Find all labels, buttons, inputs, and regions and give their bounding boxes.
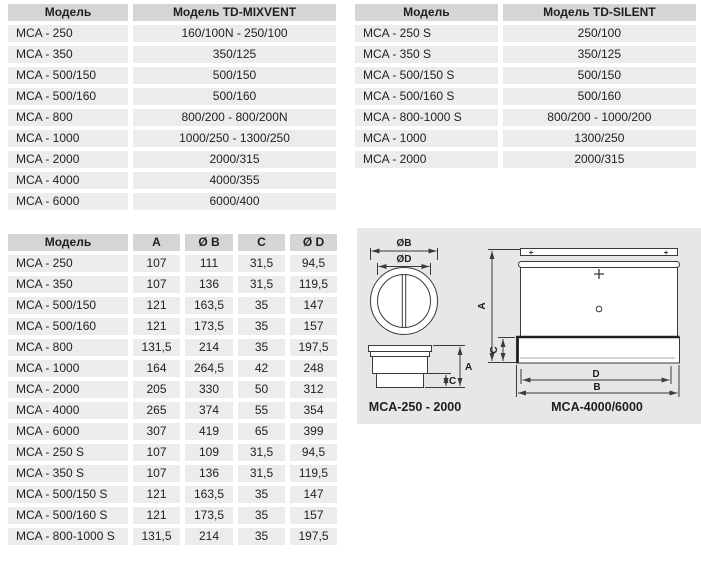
table-row — [8, 46, 336, 63]
column-header-model: Модель — [8, 234, 128, 251]
model-cell: MCA - 6000 — [8, 193, 128, 210]
silent-table-body — [355, 25, 696, 168]
model-cell: MCA - 500/150 S — [355, 67, 498, 84]
model-cell: MCA - 350 S — [355, 46, 498, 63]
table-row — [355, 88, 696, 105]
value-cell: 109 — [185, 444, 233, 461]
model-cell: MCA - 350 — [8, 276, 128, 293]
column-header-model: Модель — [355, 4, 498, 21]
table-row — [8, 381, 337, 398]
value-cell: 136 — [185, 465, 233, 482]
value-cell: 35 — [238, 297, 285, 314]
column-header-a: A — [133, 234, 180, 251]
value-cell: 197,5 — [290, 528, 337, 545]
value-cell: 55 — [238, 402, 285, 419]
value-cell: 6000/400 — [133, 193, 336, 210]
value-cell: 131,5 — [133, 528, 180, 545]
value-cell: 2000/315 — [503, 151, 696, 168]
value-cell: 157 — [290, 318, 337, 335]
value-cell: 94,5 — [290, 255, 337, 272]
value-cell: 173,5 — [185, 318, 233, 335]
column-header-ob: Ø B — [185, 234, 233, 251]
value-cell: 163,5 — [185, 486, 233, 503]
mixvent-table-head — [8, 4, 336, 21]
value-cell: 350/125 — [133, 46, 336, 63]
model-cell: MCA - 500/150 — [8, 67, 128, 84]
model-cell: MCA - 800-1000 S — [8, 528, 128, 545]
table-row — [8, 276, 337, 293]
dim-label-d: D — [592, 369, 600, 380]
table-row — [8, 67, 336, 84]
value-cell: 164 — [133, 360, 180, 377]
value-cell: 35 — [238, 318, 285, 335]
table-row — [8, 318, 337, 335]
model-cell: MCA - 250 — [8, 25, 128, 42]
value-cell: 131,5 — [133, 339, 180, 356]
value-cell: 4000/355 — [133, 172, 336, 189]
table-row — [355, 109, 696, 126]
model-cell: MCA - 350 — [8, 46, 128, 63]
value-cell: 330 — [185, 381, 233, 398]
value-cell: 800/200 - 1000/200 — [503, 109, 696, 126]
silent-table-head — [355, 4, 696, 21]
dimensions-table-body — [8, 255, 337, 545]
value-cell: 147 — [290, 297, 337, 314]
model-cell: MCA - 4000 — [8, 172, 128, 189]
value-cell: 307 — [133, 423, 180, 440]
model-cell: MCA - 500/160 — [8, 318, 128, 335]
value-cell: 42 — [238, 360, 285, 377]
column-header-td-mixvent: Модель TD-MIXVENT — [133, 4, 336, 21]
value-cell: 205 — [133, 381, 180, 398]
value-cell: 111 — [185, 255, 233, 272]
box-rolled-band — [519, 262, 680, 268]
value-cell: 800/200 - 800/200N — [133, 109, 336, 126]
technical-drawing-panel — [357, 228, 701, 424]
model-cell: MCA - 1000 — [355, 130, 498, 147]
column-header-model: Модель — [8, 4, 128, 21]
value-cell: 374 — [185, 402, 233, 419]
mixvent-table — [3, 0, 341, 214]
value-cell: 250/100 — [503, 25, 696, 42]
value-cell: 265 — [133, 402, 180, 419]
technical-drawing — [357, 228, 701, 424]
model-cell: MCA - 2000 — [8, 151, 128, 168]
value-cell: 264,5 — [185, 360, 233, 377]
model-cell: MCA - 250 S — [355, 25, 498, 42]
value-cell: 160/100N - 250/100 — [133, 25, 336, 42]
table-row — [8, 528, 337, 545]
value-cell: 2000/315 — [133, 151, 336, 168]
value-cell: 119,5 — [290, 276, 337, 293]
dim-label-c: C — [449, 376, 457, 387]
table-row — [8, 193, 336, 210]
table-row — [355, 151, 696, 168]
table-row — [8, 339, 337, 356]
value-cell: 214 — [185, 528, 233, 545]
table-row — [355, 67, 696, 84]
value-cell: 35 — [238, 486, 285, 503]
value-cell: 121 — [133, 486, 180, 503]
value-cell: 500/160 — [503, 88, 696, 105]
column-header-od: Ø D — [290, 234, 337, 251]
model-cell: MCA - 500/150 S — [8, 486, 128, 503]
model-cell: MCA - 800 — [8, 339, 128, 356]
model-cell: MCA - 2000 — [8, 381, 128, 398]
value-cell: 500/150 — [133, 67, 336, 84]
value-cell: 107 — [133, 276, 180, 293]
model-cell: MCA - 250 S — [8, 444, 128, 461]
model-cell: MCA - 500/160 — [8, 88, 128, 105]
model-cell: MCA - 500/160 S — [8, 507, 128, 524]
model-cell: MCA - 1000 — [8, 360, 128, 377]
value-cell: 31,5 — [238, 255, 285, 272]
value-cell: 50 — [238, 381, 285, 398]
value-cell: 65 — [238, 423, 285, 440]
column-header-c: C — [238, 234, 285, 251]
box-bottom-section — [517, 338, 680, 364]
model-cell: MCA - 500/160 S — [355, 88, 498, 105]
table-header-row — [355, 4, 696, 21]
value-cell: 163,5 — [185, 297, 233, 314]
table-row — [8, 507, 337, 524]
value-cell: 500/160 — [133, 88, 336, 105]
value-cell: 173,5 — [185, 507, 233, 524]
table-row — [8, 402, 337, 419]
value-cell: 35 — [238, 528, 285, 545]
table-row — [355, 130, 696, 147]
value-cell: 354 — [290, 402, 337, 419]
dim-label-c: C — [489, 346, 500, 354]
value-cell: 197,5 — [290, 339, 337, 356]
model-cell: MCA - 800 — [8, 109, 128, 126]
value-cell: 121 — [133, 297, 180, 314]
value-cell: 312 — [290, 381, 337, 398]
table-row — [8, 88, 336, 105]
value-cell: 399 — [290, 423, 337, 440]
dimensions-table-head — [8, 234, 337, 251]
value-cell: 136 — [185, 276, 233, 293]
model-cell: MCA - 800-1000 S — [355, 109, 498, 126]
value-cell: 500/150 — [503, 67, 696, 84]
model-cell: MCA - 250 — [8, 255, 128, 272]
box-top-flange — [521, 249, 678, 256]
dim-label-ob: ØB — [396, 238, 412, 249]
dim-label-a: A — [465, 362, 473, 373]
table-row — [8, 423, 337, 440]
table-header-row — [8, 234, 337, 251]
table-row — [8, 25, 336, 42]
value-cell: 107 — [133, 255, 180, 272]
value-cell: 94,5 — [290, 444, 337, 461]
value-cell: 350/125 — [503, 46, 696, 63]
model-cell: MCA - 4000 — [8, 402, 128, 419]
table-row — [8, 465, 337, 482]
value-cell: 121 — [133, 318, 180, 335]
model-cell: MCA - 500/150 — [8, 297, 128, 314]
duct-inner-circle — [378, 275, 431, 328]
profile-flange — [369, 346, 432, 352]
value-cell: 147 — [290, 486, 337, 503]
table-row — [355, 46, 696, 63]
table-row — [8, 444, 337, 461]
profile-band — [371, 352, 430, 357]
table-row — [8, 255, 337, 272]
value-cell: 31,5 — [238, 444, 285, 461]
table-row — [8, 109, 336, 126]
value-cell: 107 — [133, 444, 180, 461]
right-view-drawing — [488, 249, 680, 398]
value-cell: 1300/250 — [503, 130, 696, 147]
value-cell: 248 — [290, 360, 337, 377]
left-view-drawing — [369, 248, 466, 388]
model-cell: MCA - 1000 — [8, 130, 128, 147]
table-row — [8, 172, 336, 189]
body-hole — [596, 306, 602, 312]
value-cell: 35 — [238, 339, 285, 356]
value-cell: 107 — [133, 465, 180, 482]
value-cell: 31,5 — [238, 465, 285, 482]
value-cell: 121 — [133, 507, 180, 524]
dim-label-od: ØD — [396, 254, 412, 265]
value-cell: 35 — [238, 507, 285, 524]
model-cell: MCA - 2000 — [355, 151, 498, 168]
profile-body — [373, 357, 428, 374]
dim-label-b: B — [593, 382, 601, 393]
dimensions-table — [3, 230, 342, 549]
dim-label-a: A — [477, 302, 488, 310]
value-cell: 119,5 — [290, 465, 337, 482]
column-header-td-silent: Модель TD-SILENT — [503, 4, 696, 21]
mixvent-table-body — [8, 25, 336, 210]
value-cell: 419 — [185, 423, 233, 440]
value-cell: 214 — [185, 339, 233, 356]
value-cell: 157 — [290, 507, 337, 524]
model-cell: MCA - 6000 — [8, 423, 128, 440]
table-row — [8, 360, 337, 377]
value-cell: 1000/250 - 1300/250 — [133, 130, 336, 147]
table-row — [8, 486, 337, 503]
value-cell: 31,5 — [238, 276, 285, 293]
profile-spigot — [377, 374, 424, 388]
silent-table — [350, 0, 701, 172]
table-row — [355, 25, 696, 42]
table-row — [8, 297, 337, 314]
table-row — [8, 130, 336, 147]
table-row — [8, 151, 336, 168]
model-cell: MCA - 350 S — [8, 465, 128, 482]
right-view-caption: MCA-4000/6000 — [551, 400, 643, 414]
left-view-caption: MCA-250 - 2000 — [368, 400, 462, 414]
table-header-row — [8, 4, 336, 21]
